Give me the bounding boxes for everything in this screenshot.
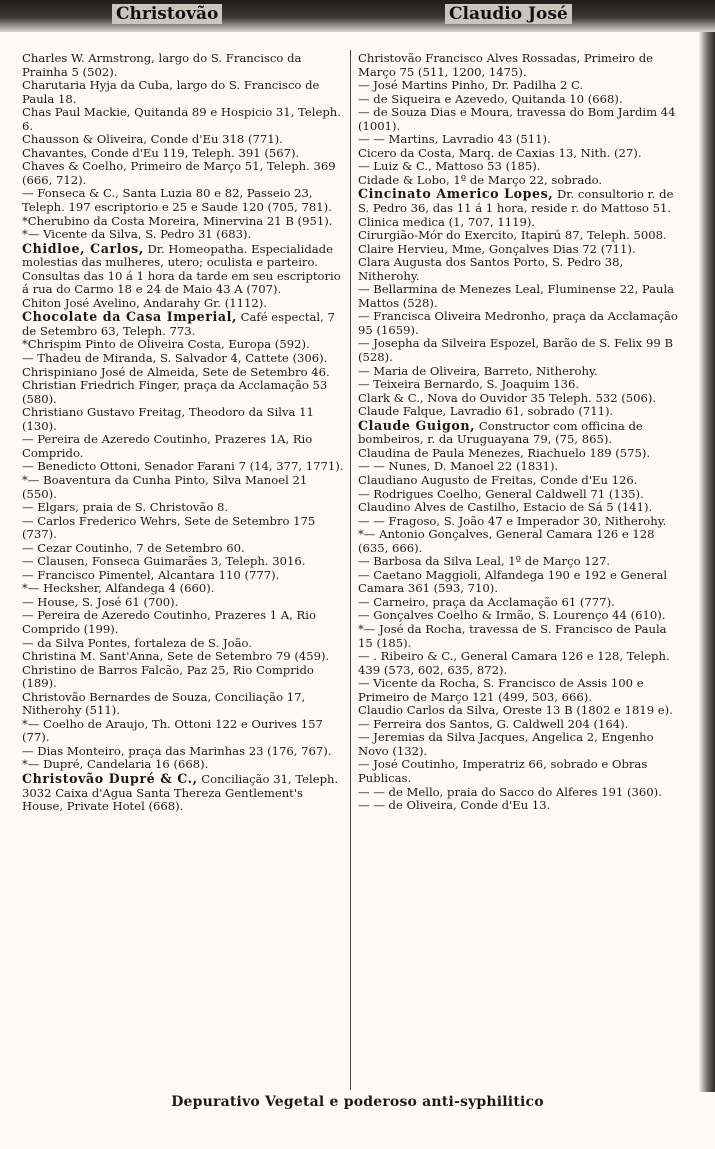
directory-entry bbox=[358, 337, 680, 364]
directory-entry bbox=[358, 623, 680, 650]
entry-name-bold: Christovão Dupré & C., bbox=[22, 770, 198, 786]
directory-entry bbox=[22, 228, 344, 242]
directory-entry bbox=[22, 366, 344, 380]
entry-name-bold: Chidloe, Carlos, bbox=[22, 240, 144, 256]
directory-entry bbox=[358, 555, 680, 569]
directory-entry bbox=[358, 799, 680, 813]
directory-entry bbox=[358, 596, 680, 610]
directory-entry bbox=[358, 650, 680, 677]
directory-entry bbox=[358, 677, 680, 704]
directory-entry bbox=[22, 352, 344, 366]
entry-text: Chas Paul Mackie, Quitanda 89 e Hospicio 31, Teleph. 6. bbox=[22, 105, 341, 133]
directory-entry bbox=[358, 283, 680, 310]
directory-entry bbox=[22, 297, 344, 311]
entry-text: — . Ribeiro & C., General Camara 126 e 128, Teleph. 439 (573, 602, 635, 872). bbox=[358, 649, 670, 677]
directory-entry bbox=[22, 474, 344, 501]
entry-text: — José Martins Pinho, Dr. Padilha 2 C. bbox=[358, 78, 584, 93]
directory-entry bbox=[22, 379, 344, 406]
entry-text: Christino de Barros Falcão, Paz 25, Rio Comprido (189). bbox=[22, 662, 314, 691]
entry-text: Claire Hervieu, Mme, Gonçalves Dias 72 (711). bbox=[358, 241, 636, 256]
directory-entry bbox=[358, 256, 680, 283]
entry-text: Claudiano Augusto de Freitas, Conde d'Eu 126. bbox=[358, 472, 638, 487]
directory-entry bbox=[358, 229, 680, 243]
entry-text: — Bellarmina de Menezes Leal, Fluminense 22, Paula Mattos (528). bbox=[358, 282, 675, 310]
entry-name-bold: Claude Guigon, bbox=[358, 417, 476, 433]
directory-entry bbox=[22, 691, 344, 718]
entry-text: — Francisco Pimentel, Alcantara 110 (777). bbox=[22, 567, 280, 582]
directory-entry bbox=[22, 596, 344, 610]
entry-text: — — de Mello, praia do Sacco do Alferes 191 (360). bbox=[358, 784, 662, 799]
directory-entry bbox=[358, 147, 680, 161]
entry-text: Christovão Francisco Alves Rossadas, Primeiro de Março 75 (511, 1200, 1475). bbox=[358, 51, 653, 79]
directory-entry bbox=[358, 243, 680, 257]
entry-text: Claudino Alves de Castilho, Estacio de Sá 5 (141). bbox=[358, 500, 653, 515]
entry-text: Charutaria Hyja da Cuba, largo do S. Francisco de Paula 18. bbox=[22, 78, 320, 106]
directory-entry bbox=[22, 147, 344, 161]
entry-text: Christina M. Sant'Anna, Sete de Setembro 79 (459). bbox=[22, 649, 330, 664]
running-head-right: Claudio José bbox=[445, 4, 572, 24]
entry-text: *— Dupré, Candelaria 16 (668). bbox=[22, 757, 209, 772]
directory-entry bbox=[358, 528, 680, 555]
directory-entry bbox=[22, 215, 344, 229]
entry-text: — Caetano Maggioli, Alfandega 190 e 192 e General Camara 361 (593, 710). bbox=[358, 567, 668, 596]
entry-text: Christovão Bernardes de Souza, Conciliação 17, Nitherohy (511). bbox=[22, 689, 306, 718]
entry-text: — Vicente da Rocha, S. Francisco de Assis 100 e Primeiro de Março 121 (499, 503, 666). bbox=[358, 676, 644, 704]
entry-text: Café espectal, 7 de Setembro 63, Teleph. 773. bbox=[22, 310, 335, 338]
left-column bbox=[22, 52, 344, 814]
entry-text: *— Boaventura da Cunha Pinto, Silva Manoel 21 (550). bbox=[22, 472, 308, 501]
directory-entry bbox=[358, 460, 680, 474]
directory-entry bbox=[358, 378, 680, 392]
right-column bbox=[358, 52, 680, 813]
entry-text: Conciliação 31, Teleph. 3032 Caixa d'Agua Santa Thereza Gentlement's House, Private Hotel (668). bbox=[22, 771, 339, 814]
directory-entry bbox=[22, 406, 344, 433]
entry-text: Constructor com officina de bombeiros, r. da Uruguayana 79, (75, 865). bbox=[358, 418, 643, 447]
directory-entry bbox=[358, 106, 680, 133]
directory-entry bbox=[22, 555, 344, 569]
page-edge-shadow bbox=[699, 32, 715, 1092]
directory-entry bbox=[358, 447, 680, 461]
directory-entry bbox=[358, 569, 680, 596]
footer-advert: Depurativo Vegetal e poderoso anti-syphilitico bbox=[171, 1094, 544, 1110]
entry-text: Claudio Carlos da Silva, Oreste 13 B (1802 e 1819 e). bbox=[358, 703, 673, 718]
entry-text: — House, S. José 61 (700). bbox=[22, 594, 179, 609]
entry-name-bold: Cincinato Americo Lopes, bbox=[358, 186, 554, 202]
entry-text: Christian Friedrich Finger, praça da Acclamação 53 (580). bbox=[22, 378, 328, 406]
entry-text: Chiton José Avelino, Andarahy Gr. (1112). bbox=[22, 295, 267, 310]
entry-text: — Rodrigues Coelho, General Caldwell 71 (135). bbox=[358, 486, 644, 501]
entry-text: — Pereira de Azeredo Coutinho, Prazeres 1 A, Rio Comprido (199). bbox=[22, 608, 316, 636]
directory-entry bbox=[358, 79, 680, 93]
entry-text: *Cherubino da Costa Moreira, Minervina 21 B (951). bbox=[22, 213, 333, 228]
entry-text: — Benedicto Ottoni, Senador Farani 7 (14, 377, 1771). bbox=[22, 459, 344, 474]
entry-text: *— Coelho de Araujo, Th. Ottoni 122 e Ourives 157 (77). bbox=[22, 716, 323, 745]
entry-text: — Elgars, praia de S. Christovão 8. bbox=[22, 500, 229, 515]
entry-text: Claudina de Paula Menezes, Riachuelo 189 (575). bbox=[358, 445, 651, 460]
directory-entry bbox=[22, 187, 344, 214]
directory-entry bbox=[22, 745, 344, 759]
directory-entry bbox=[358, 515, 680, 529]
directory-entry bbox=[22, 650, 344, 664]
entry-text: *— Antonio Gonçalves, General Camara 126 e 128 (635, 666). bbox=[358, 527, 655, 555]
entry-text: — da Silva Pontes, fortaleza de S. João. bbox=[22, 635, 252, 650]
directory-entry bbox=[358, 488, 680, 502]
entry-text: — Thadeu de Miranda, S. Salvador 4, Cattete (306). bbox=[22, 351, 328, 366]
entry-text: Clark & C., Nova do Ouvidor 35 Teleph. 532 (506). bbox=[358, 390, 657, 405]
entry-text: Christiano Gustavo Freitag, Theodoro da Silva 11 (130). bbox=[22, 405, 314, 433]
directory-entry bbox=[358, 93, 680, 107]
directory-entry bbox=[22, 664, 344, 691]
entry-text: Cidade & Lobo, 1º de Março 22, sobrado. bbox=[358, 172, 603, 187]
entry-text: — Josepha da Silveira Espozel, Barão de S. Felix 99 B (528). bbox=[358, 336, 673, 365]
directory-entry bbox=[22, 542, 344, 556]
directory-entry bbox=[358, 786, 680, 800]
entry-text: Cicero da Costa, Marq. de Caxias 13, Nith. (27). bbox=[358, 145, 642, 160]
entry-text: — Cezar Coutinho, 7 de Setembro 60. bbox=[22, 540, 245, 555]
directory-entry bbox=[22, 133, 344, 147]
directory-entry bbox=[22, 582, 344, 596]
entry-text: — Pereira de Azeredo Coutinho, Prazeres 1A, Rio Comprido. bbox=[22, 432, 313, 460]
directory-entry bbox=[22, 106, 344, 133]
entry-text: — Ferreira dos Santos, G. Caldwell 204 (164). bbox=[358, 716, 629, 731]
directory-entry bbox=[22, 772, 344, 814]
entry-text: — Barbosa da Silva Leal, 1º de Março 127. bbox=[358, 554, 611, 569]
directory-entry bbox=[358, 758, 680, 785]
directory-entry bbox=[22, 609, 344, 636]
running-head-left: Christovão bbox=[112, 4, 222, 24]
entry-text: — Fonseca & C., Santa Luzia 80 e 82, Passeio 23, Teleph. 197 escriptorio e 25 e Saude 120 (705, 781). bbox=[22, 186, 332, 215]
directory-entry bbox=[22, 52, 344, 79]
entry-text: Cirurgião-Mór do Exercito, Itapirú 87, Teleph. 5008. bbox=[358, 228, 667, 243]
page-header bbox=[0, 0, 715, 32]
entry-text: *— Vicente da Silva, S. Pedro 31 (683). bbox=[22, 227, 252, 242]
entry-text: — Dias Monteiro, praça das Marinhas 23 (176, 767). bbox=[22, 743, 332, 758]
directory-entry bbox=[22, 460, 344, 474]
directory-entry bbox=[22, 501, 344, 515]
directory-entry bbox=[22, 718, 344, 745]
directory-entry bbox=[358, 392, 680, 406]
directory-entry bbox=[22, 758, 344, 772]
directory-entry bbox=[358, 718, 680, 732]
entry-text: Chrispiniano José de Almeida, Sete de Setembro 46. bbox=[22, 364, 330, 379]
directory-entry bbox=[22, 515, 344, 542]
entry-text: — Carneiro, praça da Acclamação 61 (777). bbox=[358, 594, 615, 609]
directory-entry bbox=[358, 609, 680, 623]
entry-text: — — Martins, Lavradio 43 (511). bbox=[358, 132, 551, 147]
entry-text: Chaves & Coelho, Primeiro de Março 51, Teleph. 369 (666, 712). bbox=[22, 159, 336, 187]
directory-entry bbox=[22, 79, 344, 106]
entry-text: — Jeremias da Silva Jacques, Angelica 2, Engenho Novo (132). bbox=[358, 730, 654, 758]
entry-text: — de Siqueira e Azevedo, Quitanda 10 (668). bbox=[358, 91, 623, 106]
directory-entry bbox=[22, 637, 344, 651]
entry-text: — Maria de Oliveira, Barreto, Nitherohy. bbox=[358, 363, 598, 378]
entry-name-bold: Chocolate da Casa Imperial, bbox=[22, 309, 237, 325]
entry-text: Chausson & Oliveira, Conde d'Eu 318 (771). bbox=[22, 132, 283, 147]
entry-text: Chavantes, Conde d'Eu 119, Teleph. 391 (567). bbox=[22, 145, 300, 160]
entry-text: — Francisca Oliveira Medronho, praça da Acclamação 95 (1659). bbox=[358, 309, 678, 337]
directory-entry bbox=[22, 310, 344, 338]
entry-text: — — Fragoso, S. João 47 e Imperador 30, Nitherohy. bbox=[358, 513, 667, 528]
entry-text: Charles W. Armstrong, largo do S. Francisco da Prainha 5 (502). bbox=[22, 51, 302, 79]
directory-entry bbox=[358, 160, 680, 174]
entry-text: Dr. Homeopatha. Especialidade molestias das mulheres, utero; oculista e parteiro. Consultas das 10 á 1 hora da tarde em seu escriptorio á rua do Carmo 18 e 24 de Maio 43 A (707). bbox=[22, 241, 341, 297]
directory-entry bbox=[22, 160, 344, 187]
directory-entry bbox=[358, 731, 680, 758]
directory-entry bbox=[358, 310, 680, 337]
directory-entry bbox=[22, 242, 344, 297]
directory-entry bbox=[358, 419, 680, 447]
entry-text: Dr. consultorio r. de S. Pedro 36, das 11 á 1 hora, reside r. do Mattoso 51. Clinica medica (1, 707, 1119). bbox=[358, 187, 674, 229]
directory-entry bbox=[358, 405, 680, 419]
entry-text: — Gonçalves Coelho & Irmão, S. Lourenço 44 (610). bbox=[358, 608, 666, 623]
entry-text: — Teixeira Bernardo, S. Joaquim 136. bbox=[358, 377, 580, 392]
directory-entry bbox=[358, 187, 680, 229]
entry-text: *Chrispim Pinto de Oliveira Costa, Europa (592). bbox=[22, 337, 310, 352]
entry-text: — José Coutinho, Imperatriz 66, sobrado e Obras Publicas. bbox=[358, 757, 648, 785]
directory-entry bbox=[358, 704, 680, 718]
directory-entry bbox=[22, 569, 344, 583]
directory-entry bbox=[358, 174, 680, 188]
entry-text: — Clausen, Fonseca Guimarães 3, Teleph. 3016. bbox=[22, 554, 306, 569]
directory-entry bbox=[358, 133, 680, 147]
entry-text: — — de Oliveira, Conde d'Eu 13. bbox=[358, 798, 551, 813]
directory-entry bbox=[22, 338, 344, 352]
entry-text: Clara Augusta dos Santos Porto, S. Pedro 38, Nitherohy. bbox=[358, 255, 624, 283]
directory-entry bbox=[22, 433, 344, 460]
entry-text: Claude Falque, Lavradio 61, sobrado (711). bbox=[358, 404, 614, 419]
entry-text: — Carlos Frederico Wehrs, Sete de Setembro 175 (737). bbox=[22, 513, 316, 542]
entry-text: *— José da Rocha, travessa de S. Francisco de Paula 15 (185). bbox=[358, 621, 667, 650]
entry-text: *— Hecksher, Alfandega 4 (660). bbox=[22, 581, 215, 596]
directory-entry bbox=[358, 501, 680, 515]
entry-text: — de Souza Dias e Moura, travessa do Bom Jardim 44 (1001). bbox=[358, 105, 676, 133]
directory-entry bbox=[358, 365, 680, 379]
directory-entry bbox=[358, 474, 680, 488]
column-divider bbox=[350, 50, 351, 1090]
entry-text: — — Nunes, D. Manoel 22 (1831). bbox=[358, 459, 559, 474]
directory-entry bbox=[358, 52, 680, 79]
entry-text: — Luiz & C., Mattoso 53 (185). bbox=[358, 159, 541, 174]
